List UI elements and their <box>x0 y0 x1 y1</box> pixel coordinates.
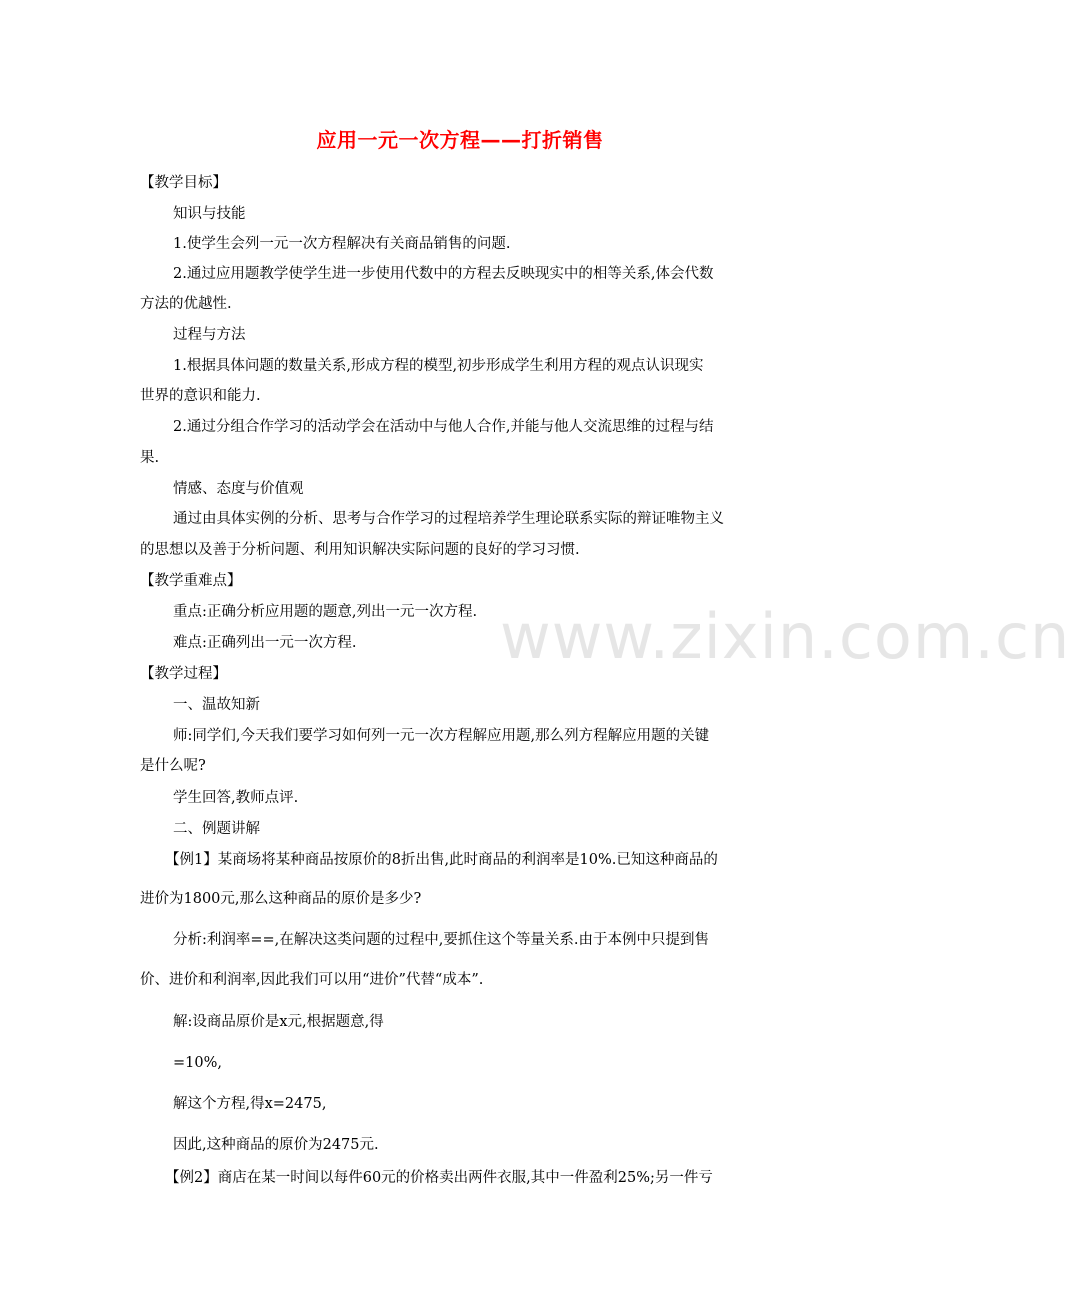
solution-line: 解这个方程,得x=2475, <box>173 1096 327 1112</box>
paragraph-line: 方法的优越性. <box>140 296 232 312</box>
subheading-process-methods: 过程与方法 <box>173 327 246 343</box>
paragraph-line: 重点:正确分析应用题的题意,列出一元一次方程. <box>173 604 478 620</box>
watermark: www.zixin.com.cn <box>500 600 1070 673</box>
equation-line: =10%, <box>173 1055 222 1071</box>
analysis-line: 价、进价和利润率,因此我们可以用“进价”代替“成本”. <box>140 972 484 988</box>
conclusion-line: 因此,这种商品的原价为2475元. <box>173 1137 379 1153</box>
paragraph-line: 师:同学们,今天我们要学习如何列一元一次方程解应用题,那么列方程解应用题的关键 <box>173 728 710 744</box>
section-heading-objectives: 【教学目标】 <box>140 175 227 191</box>
paragraph-line: 2.通过应用题教学使学生进一步使用代数中的方程去反映现实中的相等关系,体会代数 <box>173 266 714 282</box>
subheading-knowledge-skills: 知识与技能 <box>173 206 246 222</box>
solution-line: 解:设商品原价是x元,根据题意,得 <box>173 1014 384 1030</box>
analysis-line: 分析:利润率==,在解决这类问题的过程中,要抓住这个等量关系.由于本例中只提到售 <box>173 932 710 948</box>
example-1-line: 进价为1800元,那么这种商品的原价是多少? <box>140 891 422 907</box>
paragraph-line: 难点:正确列出一元一次方程. <box>173 635 357 651</box>
subheading-review: 一、温故知新 <box>173 697 260 713</box>
paragraph-line: 1.根据具体问题的数量关系,形成方程的模型,初步形成学生利用方程的观点认识现实 <box>173 358 704 374</box>
paragraph-line: 通过由具体实例的分析、思考与合作学习的过程培养学生理论联系实际的辩证唯物主义 <box>173 511 724 527</box>
paragraph-line: 1.使学生会列一元一次方程解决有关商品销售的问题. <box>173 236 511 252</box>
paragraph-line: 学生回答,教师点评. <box>173 790 299 806</box>
paragraph-line: 是什么呢? <box>140 758 206 774</box>
paragraph-line: 2.通过分组合作学习的活动学会在活动中与他人合作,并能与他人交流思维的过程与结 <box>173 419 714 435</box>
example-1-line: 【例1】某商场将某种商品按原价的8折出售,此时商品的利润率是10%.已知这种商品的 <box>165 852 718 868</box>
document-title: 应用一元一次方程——打折销售 <box>316 128 604 152</box>
section-heading-process: 【教学过程】 <box>140 666 227 682</box>
paragraph-line: 的思想以及善于分析问题、利用知识解决实际问题的良好的学习习惯. <box>140 542 580 558</box>
paragraph-line: 世界的意识和能力. <box>140 388 261 404</box>
example-2-line: 【例2】商店在某一时间以每件60元的价格卖出两件衣服,其中一件盈利25%;另一件亏 <box>165 1170 713 1186</box>
subheading-examples: 二、例题讲解 <box>173 821 260 837</box>
section-heading-key-points: 【教学重难点】 <box>140 573 242 589</box>
paragraph-line: 果. <box>140 450 160 466</box>
subheading-attitudes-values: 情感、态度与价值观 <box>173 481 304 497</box>
